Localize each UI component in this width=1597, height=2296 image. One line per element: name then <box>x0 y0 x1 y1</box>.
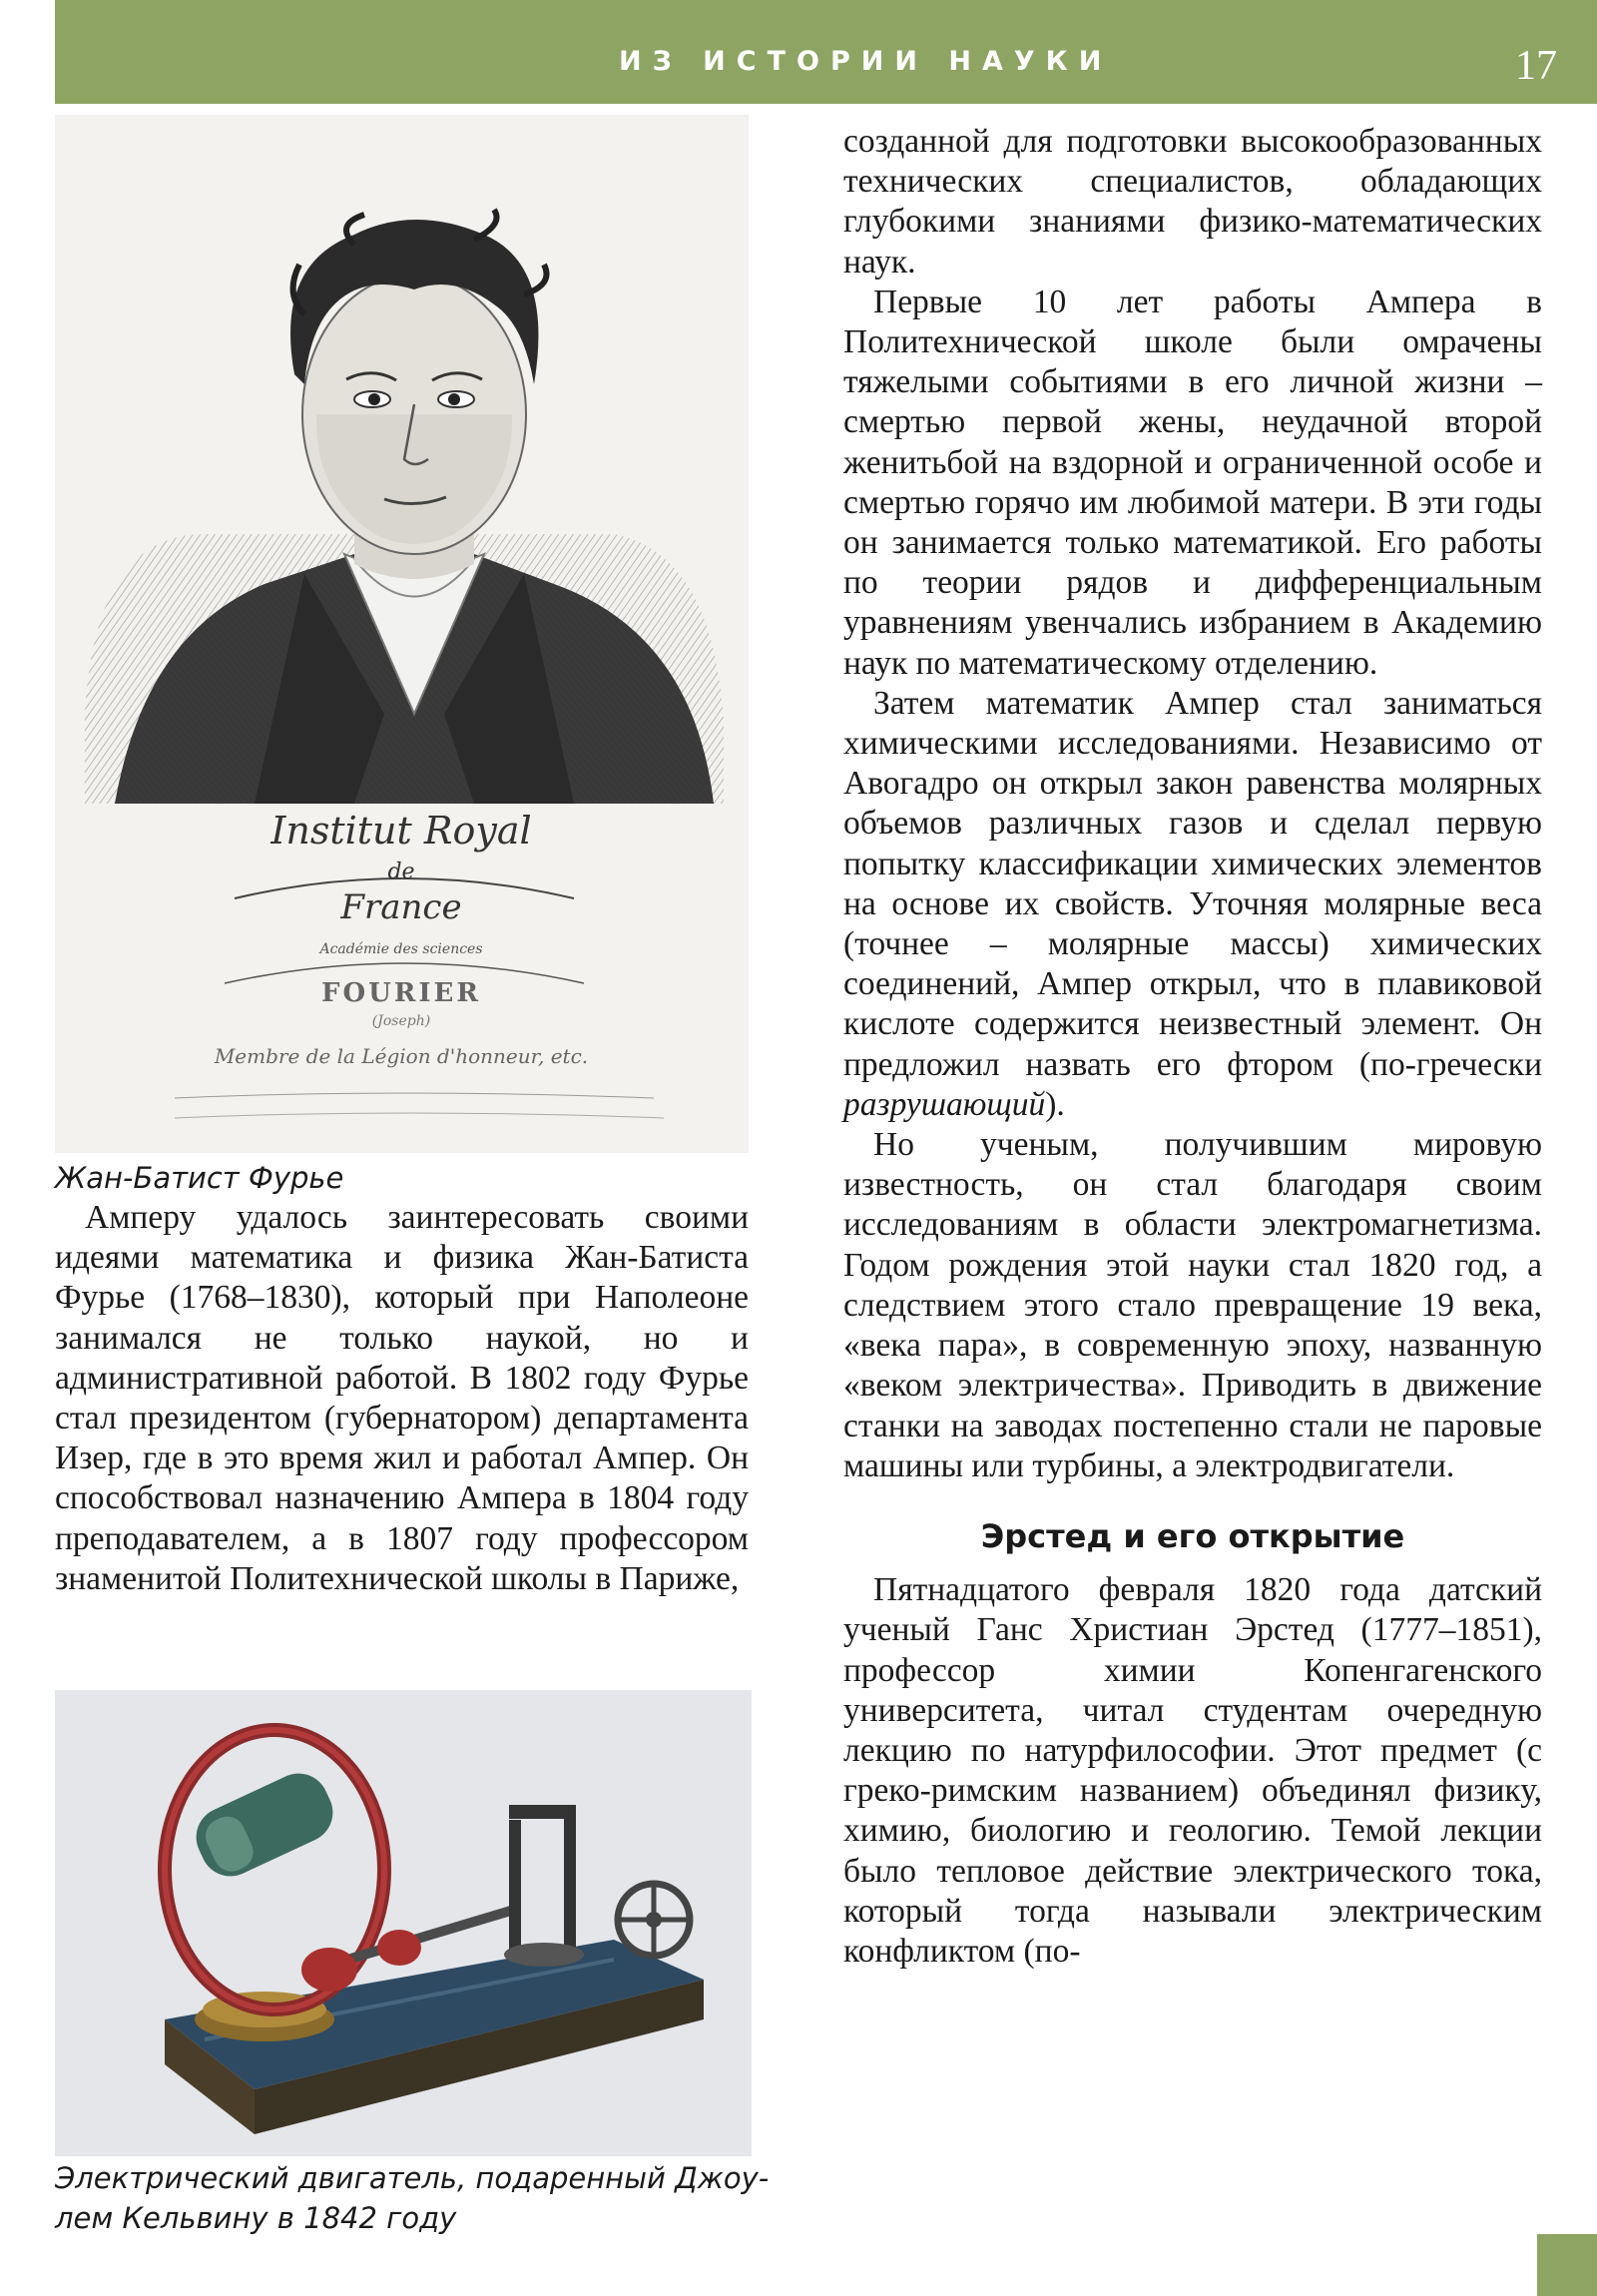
inscription-fourier: FOURIER <box>321 978 481 1008</box>
section-heading: Эрстед и его открытие <box>980 1516 1405 1555</box>
paragraph <box>843 684 1542 1125</box>
inscription-france: France <box>340 887 462 927</box>
paragraph-text: Затем математик Ампер стал заниматься химическими исследованиями. Независимо от Авогадро он открыл закон равенства молярных объемов различных газов и сделал первую попытку классификации химических элементов на основе их свойств. Уточняя молярные веса (точнее – молярные массы) химических соединений, Ампер открыл, что в плавиковой кислоте содержится неизвестный элемент. Он предложил назвать его фтором (по-гречески <box>843 684 1542 1083</box>
caption-fourier: Жан-Батист Фурье <box>55 1161 344 1195</box>
paragraph-continuation: созданной для подготовки высокообразованных технических специалистов, обладающих глубокими знаниями физико-математических наук. <box>843 123 1542 281</box>
caption-motor-line1: Электрический двигатель, подаренный Джоу- <box>55 2161 770 2195</box>
header-bar <box>55 0 1597 104</box>
paragraph: Но ученым, получившим мировую известность, он стал благодаря своим исследованиям в области электромагнетизма. Годом рождения этой науки стал 1820 год, а следствием этого стало превращение 19 века, «века пара», в современную эпоху, названную «веком электричества». Приводить в движение станки на заводах постепенно стали не паровые машины или турбины, а электродвигатели. <box>843 1126 1542 1484</box>
corner-accent <box>1537 2234 1597 2296</box>
section-title: ИЗ ИСТОРИИ НАУКИ <box>619 46 1113 77</box>
electric-motor-illustration <box>55 1690 752 2156</box>
left-column <box>55 1198 749 1599</box>
inscription-de: de <box>387 860 415 884</box>
right-column <box>843 122 1542 1972</box>
caption-motor-line2: лем Кельвину в 1842 году <box>55 2201 457 2235</box>
inscription-academie: Académie des sciences <box>319 941 483 957</box>
fourier-portrait <box>55 115 749 1153</box>
portrait-illustration <box>55 115 749 1153</box>
inscription-institut: Institut Royal <box>270 809 532 853</box>
paragraph: Первые 10 лет работы Ампера в Политехнической школе были омрачены тяжелыми событиями в его личной жизни – смертью первой жены, неудачной второй женитьбой на вздорной и ограниченной особе и смертью горячо им любимой матери. В эти годы он занимается только математикой. Его работы по теории рядов и дифференциальным уравнениям увенчались избранием в Академию наук по математическому отделению. <box>843 283 1542 682</box>
page-number: 17 <box>1515 43 1557 89</box>
emphasis-text: разрушающий <box>843 1085 1046 1123</box>
paragraph: Амперу удалось заинтересовать своими идеями математика и физика Жан-Батиста Фурье (1768–1830), который при Наполеоне занимался не только наукой, но и административной работой. В 1802 году Фурье стал президентом (губернатором) департамента Изер, где в это время жил и работал Ампер. Он способствовал назначению Ампера в 1804 году преподавателем, а в 1807 году профессором знаменитой Политехнической школы в Париже, <box>55 1199 749 1597</box>
paragraph: Пятнадцатого февраля 1820 года датский ученый Ганс Христиан Эрстед (1777–1851), профессор химии Копенгагенского университета, читал студентам очередную лекцию по натурфилософии. Этот предмет (с греко-римским названием) объединял физику, химию, биологию и геологию. Темой лекции было тепловое действие электрического тока, который тогда называли электрическим конфликтом (по- <box>843 1571 1542 1970</box>
paragraph-text-end: ). <box>1045 1085 1065 1123</box>
inscription-joseph: (Joseph) <box>371 1013 431 1029</box>
inscription-member: Membre de la Légion d'honneur, etc. <box>214 1044 589 1068</box>
motor-photo <box>55 1690 752 2156</box>
